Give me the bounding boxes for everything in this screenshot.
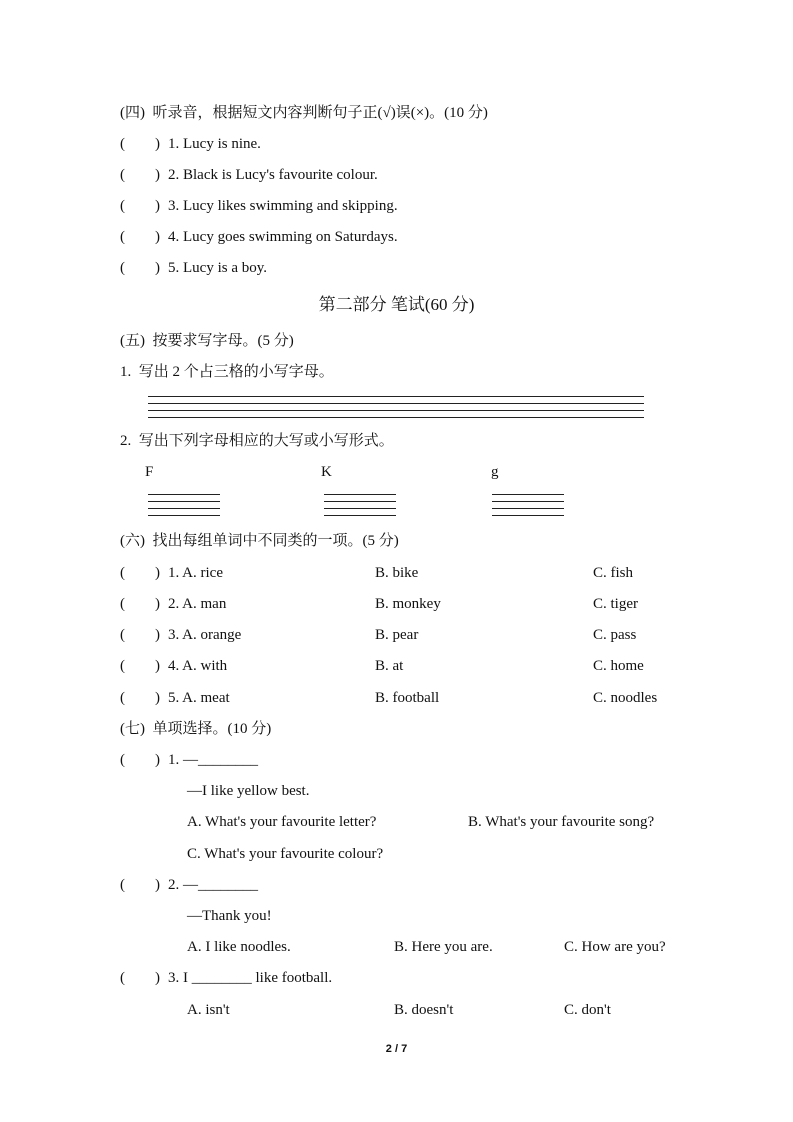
option-a: A. isn't — [187, 1002, 230, 1018]
answer-blank[interactable]: ( ) — [120, 627, 160, 643]
answer-blank[interactable]: ( ) — [120, 260, 160, 276]
answer-blank[interactable]: ( ) — [120, 752, 160, 768]
option-b: B. What's your favourite song? — [468, 814, 655, 830]
answer-blank[interactable]: ( ) — [120, 229, 160, 245]
dialogue-reply: —Thank you! — [187, 908, 272, 924]
option-a: 5. A. meat — [168, 690, 230, 706]
option-b: B. pear — [375, 627, 419, 643]
option-b: B. doesn't — [394, 1002, 454, 1018]
option-c: C. fish — [593, 565, 634, 581]
option-a: 2. A. man — [168, 596, 227, 612]
option-c: C. don't — [564, 1002, 611, 1018]
answer-blank[interactable]: ( ) — [120, 596, 160, 612]
option-a: 3. A. orange — [168, 627, 242, 643]
section6-heading: (六) 找出每组单词中不同类的一项。(5 分) — [120, 533, 399, 549]
writing-lines[interactable] — [148, 396, 644, 424]
writing-lines[interactable] — [492, 494, 564, 522]
answer-blank[interactable]: ( ) — [120, 690, 160, 706]
question-stem: 3. I ________ like football. — [168, 970, 333, 986]
question-stem: 1. —________ — [168, 752, 258, 768]
option-a: A. I like noodles. — [187, 939, 291, 955]
option-c: C. pass — [593, 627, 637, 643]
question-text: 1. 写出 2 个占三格的小写字母。 — [120, 364, 334, 380]
question-text: 2. Black is Lucy's favourite colour. — [168, 167, 378, 183]
letter-prompt: F — [145, 464, 154, 480]
option-a: 4. A. with — [168, 658, 228, 674]
question-stem: 2. —________ — [168, 877, 258, 893]
answer-blank[interactable]: ( ) — [120, 877, 160, 893]
dialogue-reply: —I like yellow best. — [187, 783, 310, 799]
option-a: A. What's your favourite letter? — [187, 814, 377, 830]
option-c: C. What's your favourite colour? — [187, 846, 384, 862]
option-c: C. tiger — [593, 596, 638, 612]
question-text: 1. Lucy is nine. — [168, 136, 261, 152]
option-b: B. bike — [375, 565, 419, 581]
option-b: B. football — [375, 690, 440, 706]
option-b: B. monkey — [375, 596, 441, 612]
writing-lines[interactable] — [148, 494, 220, 522]
part-title: 第二部分 笔试(60 分) — [318, 295, 475, 314]
section5-heading: (五) 按要求写字母。(5 分) — [120, 333, 294, 349]
answer-blank[interactable]: ( ) — [120, 198, 160, 214]
question-text: 5. Lucy is a boy. — [168, 260, 268, 276]
writing-lines[interactable] — [324, 494, 396, 522]
page-number: 2 / 7 — [385, 1043, 408, 1055]
option-b: B. Here you are. — [394, 939, 493, 955]
option-a: 1. A. rice — [168, 565, 223, 581]
question-text: 4. Lucy goes swimming on Saturdays. — [168, 229, 398, 245]
letter-prompt: K — [321, 464, 332, 480]
answer-blank[interactable]: ( ) — [120, 658, 160, 674]
question-text: 2. 写出下列字母相应的大写或小写形式。 — [120, 433, 394, 449]
option-c: C. How are you? — [564, 939, 666, 955]
answer-blank[interactable]: ( ) — [120, 565, 160, 581]
answer-blank[interactable]: ( ) — [120, 167, 160, 183]
answer-blank[interactable]: ( ) — [120, 136, 160, 152]
section4-heading: (四) 听录音，根据短文内容判断句子正(√)误(×)。(10 分) — [120, 105, 488, 121]
answer-blank[interactable]: ( ) — [120, 970, 160, 986]
section7-heading: (七) 单项选择。(10 分) — [120, 721, 272, 737]
option-c: C. noodles — [593, 690, 658, 706]
option-c: C. home — [593, 658, 644, 674]
option-b: B. at — [375, 658, 404, 674]
question-text: 3. Lucy likes swimming and skipping. — [168, 198, 398, 214]
letter-prompt: g — [491, 464, 499, 480]
